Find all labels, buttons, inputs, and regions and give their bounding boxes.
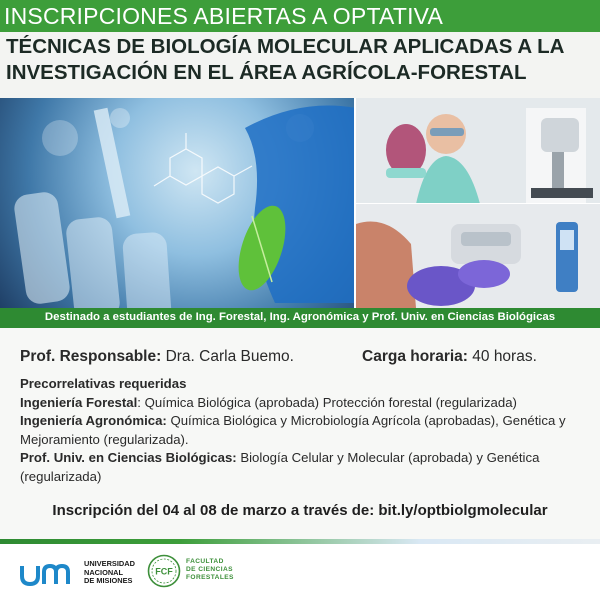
unam-line3: DE MISIONES — [84, 576, 133, 586]
career-agronomica: Ingeniería Agronómica: — [20, 413, 167, 429]
lab-gloved-hands-equipment-photo — [356, 204, 600, 308]
responsable-row — [20, 348, 294, 366]
inscription-info: Inscripción del 04 al 08 de marzo a través de: bit.ly/optbiolgmolecular — [52, 502, 548, 519]
lab-pipette-molecule-photo — [0, 98, 356, 308]
unam-line1: UNIVERSIDAD — [84, 559, 135, 568]
audience-text: Destinado a estudiantes de Ing. Forestal, Ing. Agronómica y Prof. Univ. en Ciencias Biológicas — [44, 311, 556, 323]
course-title-line1: TÉCNICAS DE BIOLOGÍA MOLECULAR APLICADAS A LA — [6, 35, 565, 58]
gloved-hands-illustration — [356, 204, 600, 308]
responsable-label: Prof. Responsable: — [20, 348, 162, 365]
requirements-biologicas: Biología Celular y Molecular (aprobada) y Genética (regularizada) — [20, 450, 540, 484]
career-forestal: Ingeniería Forestal — [20, 394, 138, 410]
requirements-forestal: : Química Biológica (aprobada) Protección forestal (regularizada) — [137, 394, 517, 410]
unam-name — [84, 560, 135, 586]
course-info — [0, 328, 600, 540]
fcf-name — [186, 558, 234, 583]
responsable-value: Dra. Carla Buemo. — [165, 348, 294, 365]
course-title-line2: INVESTIGACIÓN EN EL ÁREA AGRÍCOLA-FORESTAL — [6, 61, 527, 84]
photo-collage — [0, 98, 600, 308]
pipette-molecule-illustration — [0, 98, 356, 308]
precorrelativas — [20, 375, 595, 487]
header-banner — [0, 0, 600, 32]
fcf-logo — [147, 554, 181, 588]
fcf-line2: DE CIENCIAS — [186, 566, 233, 574]
precorrelativa-biologicas — [20, 449, 595, 486]
unam-line2: NACIONAL — [84, 567, 124, 577]
footer — [0, 544, 600, 600]
precorrelativa-agronomica — [20, 412, 595, 449]
fcf-line3: FORESTALES — [186, 574, 234, 582]
audience-bar — [0, 308, 600, 328]
course-title — [6, 34, 596, 86]
carga-value: 40 horas. — [472, 348, 537, 365]
unam-logo — [18, 562, 76, 588]
precorrelativas-heading: Precorrelativas requeridas — [20, 376, 187, 391]
career-biologicas: Prof. Univ. en Ciencias Biológicas: — [20, 450, 237, 466]
fcf-logo-text: FCF — [155, 566, 173, 577]
requirements-agronomica: Química Biológica y Microbiología Agrícola (aprobadas), Genética y Mejoramiento (regularizada). — [20, 413, 566, 447]
fcf-line1: FACULTAD — [186, 558, 224, 565]
carga-row — [362, 348, 537, 366]
carga-label: Carga horaria: — [362, 348, 468, 365]
lab-technician-microscope-photo — [356, 98, 600, 204]
precorrelativa-forestal — [20, 394, 595, 413]
technician-illustration — [356, 98, 600, 204]
banner-text: INSCRIPCIONES ABIERTAS A OPTATIVA — [4, 3, 444, 29]
